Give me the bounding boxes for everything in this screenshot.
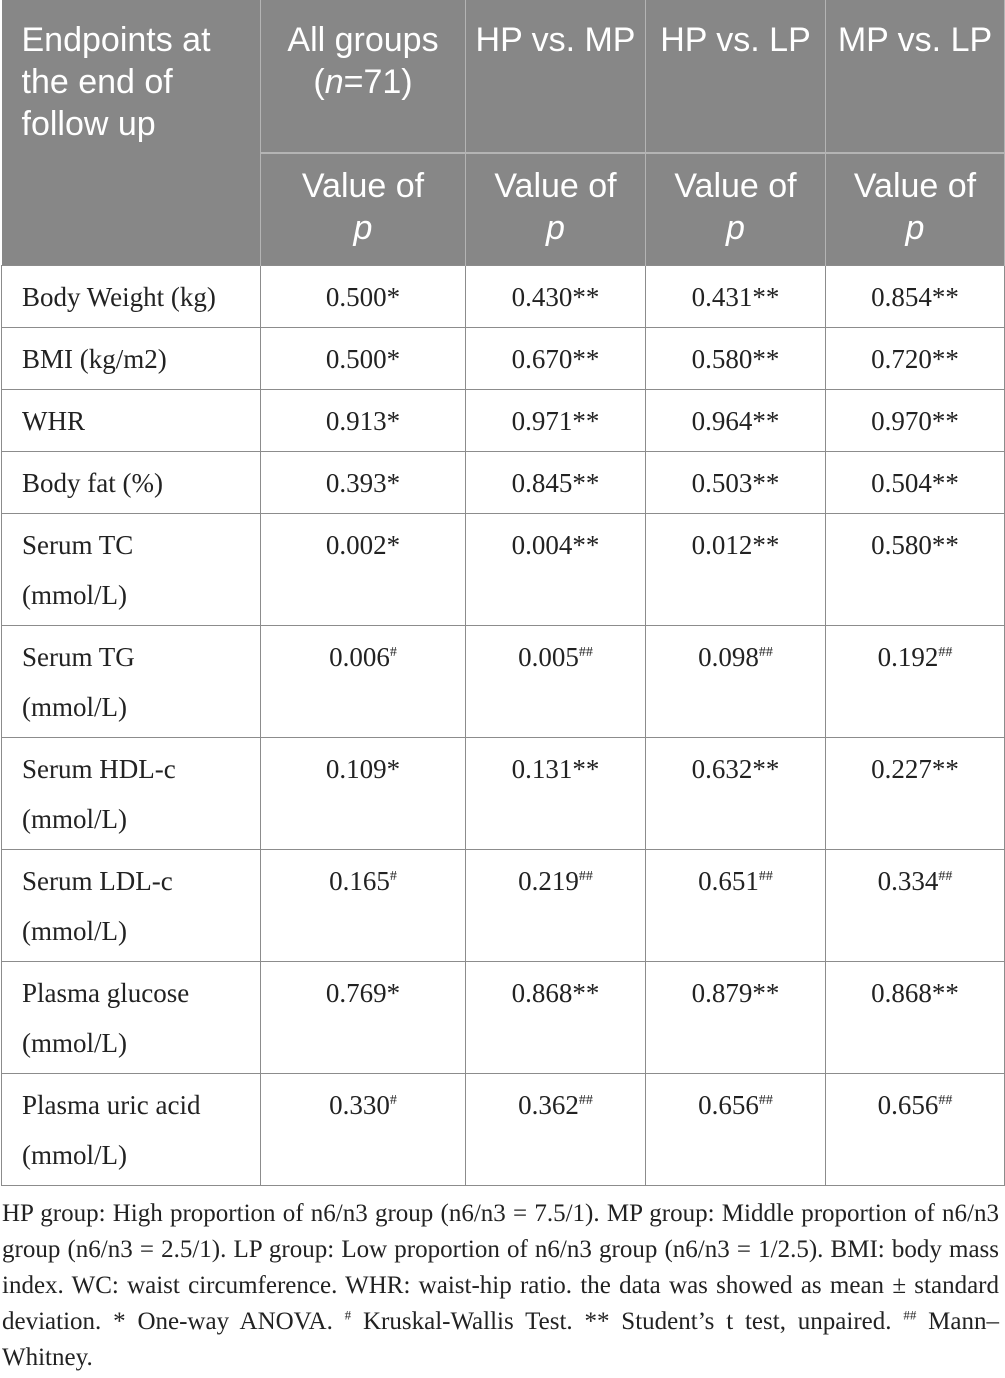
cell-hp-vs-mp: 0.005##	[466, 625, 646, 737]
row-label: Body Weight (kg)	[2, 265, 261, 327]
table-row	[2, 513, 1005, 625]
cell-hp-vs-lp: 0.879**	[646, 961, 826, 1073]
cell-mp-vs-lp: 0.334##	[826, 849, 1005, 961]
cell-all-groups: 0.500*	[261, 265, 466, 327]
row-label: Serum HDL-c (mmol/L)	[2, 737, 261, 849]
cell-all-groups: 0.330#	[261, 1073, 466, 1185]
cell-hp-vs-lp: 0.098##	[646, 625, 826, 737]
row-label: Body fat (%)	[2, 451, 261, 513]
row-label: Serum LDL-c (mmol/L)	[2, 849, 261, 961]
cell-hp-vs-lp: 0.656##	[646, 1073, 826, 1185]
subheader-value-of-p	[826, 153, 1005, 265]
table-row	[2, 1073, 1005, 1185]
cell-hp-vs-mp: 0.868**	[466, 961, 646, 1073]
subheader-p: p	[726, 209, 745, 247]
cell-hp-vs-lp: 0.651##	[646, 849, 826, 961]
cell-mp-vs-lp: 0.970**	[826, 389, 1005, 451]
cell-mp-vs-lp: 0.868**	[826, 961, 1005, 1073]
cell-hp-vs-mp: 0.430**	[466, 265, 646, 327]
row-label: Serum TG (mmol/L)	[2, 625, 261, 737]
cell-mp-vs-lp: 0.580**	[826, 513, 1005, 625]
cell-all-groups: 0.002*	[261, 513, 466, 625]
subheader-text: Value of	[674, 167, 797, 205]
table-row	[2, 451, 1005, 513]
cell-hp-vs-lp: 0.632**	[646, 737, 826, 849]
footnote-sup-1: #	[344, 1307, 352, 1323]
cell-all-groups: 0.393*	[261, 451, 466, 513]
row-label: Plasma uric acid (mmol/L)	[2, 1073, 261, 1185]
table-footnote	[2, 1196, 999, 1376]
cell-all-groups: 0.500*	[261, 327, 466, 389]
cell-all-groups: 0.769*	[261, 961, 466, 1073]
subheader-text: Value of	[853, 167, 977, 205]
cell-mp-vs-lp: 0.854**	[826, 265, 1005, 327]
table-row	[2, 389, 1005, 451]
cell-all-groups: 0.913*	[261, 389, 466, 451]
cell-hp-vs-mp: 0.670**	[466, 327, 646, 389]
cell-all-groups: 0.006#	[261, 625, 466, 737]
cell-mp-vs-lp: 0.656##	[826, 1073, 1005, 1185]
footnote-part-2: Kruskal-Wallis Test. ** Student’s t test, unpaired.	[351, 1307, 904, 1335]
row-label: BMI (kg/m2)	[2, 327, 261, 389]
cell-hp-vs-mp: 0.362##	[466, 1073, 646, 1185]
cell-hp-vs-mp: 0.131**	[466, 737, 646, 849]
subheader-value-of-p	[261, 153, 466, 265]
header-all-groups-pre: All groups (	[287, 21, 439, 101]
cell-hp-vs-mp: 0.219##	[466, 849, 646, 961]
header-hp-vs-mp: HP vs. MP	[466, 0, 646, 153]
footnote-sup-2: ##	[903, 1307, 917, 1323]
cell-hp-vs-lp: 0.580**	[646, 327, 826, 389]
cell-hp-vs-lp: 0.503**	[646, 451, 826, 513]
results-table	[1, 0, 1005, 1186]
subheader-value-of-p	[466, 153, 646, 265]
table-row	[2, 961, 1005, 1073]
table-row	[2, 737, 1005, 849]
header-all-groups-n: n	[324, 63, 344, 101]
cell-mp-vs-lp: 0.504**	[826, 451, 1005, 513]
cell-hp-vs-mp: 0.004**	[466, 513, 646, 625]
row-label: Serum TC (mmol/L)	[2, 513, 261, 625]
row-label: Plasma glucose (mmol/L)	[2, 961, 261, 1073]
footnote-part-1: HP group: High proportion of n6/n3 group (n6/n3 = 7.5/1). MP group: Middle proportion of n6/n3 group (n6/n3 = 2.5/1). LP group: Low proportion of n6/n3 group (n6/n3 = 1/2.5). BMI: body mass index. WC: waist circumference. WHR: waist-hip ratio. the data was showed as mean ± standard deviation. * One-way ANOVA.	[2, 1199, 999, 1335]
header-hp-vs-lp: HP vs. LP	[646, 0, 826, 153]
header-mp-vs-lp: MP vs. LP	[826, 0, 1005, 153]
header-endpoints: Endpoints at the end of follow up	[2, 0, 261, 265]
cell-hp-vs-lp: 0.964**	[646, 389, 826, 451]
header-all-groups-post: =71)	[343, 63, 413, 101]
table-header	[2, 0, 1005, 265]
cell-hp-vs-mp: 0.845**	[466, 451, 646, 513]
cell-hp-vs-lp: 0.012**	[646, 513, 826, 625]
cell-all-groups: 0.165#	[261, 849, 466, 961]
cell-mp-vs-lp: 0.720**	[826, 327, 1005, 389]
header-all-groups	[261, 0, 466, 153]
cell-hp-vs-lp: 0.431**	[646, 265, 826, 327]
table-row	[2, 327, 1005, 389]
footnote-part-3: Mann–Whitney.	[2, 1307, 1000, 1371]
table-row	[2, 849, 1005, 961]
cell-mp-vs-lp: 0.192##	[826, 625, 1005, 737]
subheader-value-of-p	[646, 153, 826, 265]
subheader-text: Value of	[301, 167, 425, 205]
subheader-p: p	[546, 209, 565, 247]
row-label: WHR	[2, 389, 261, 451]
subheader-p: p	[353, 209, 373, 247]
cell-hp-vs-mp: 0.971**	[466, 389, 646, 451]
subheader-text: Value of	[494, 167, 617, 205]
subheader-p: p	[905, 209, 925, 247]
table-row	[2, 265, 1005, 327]
cell-mp-vs-lp: 0.227**	[826, 737, 1005, 849]
table-row	[2, 625, 1005, 737]
table-body	[2, 265, 1005, 1185]
cell-all-groups: 0.109*	[261, 737, 466, 849]
